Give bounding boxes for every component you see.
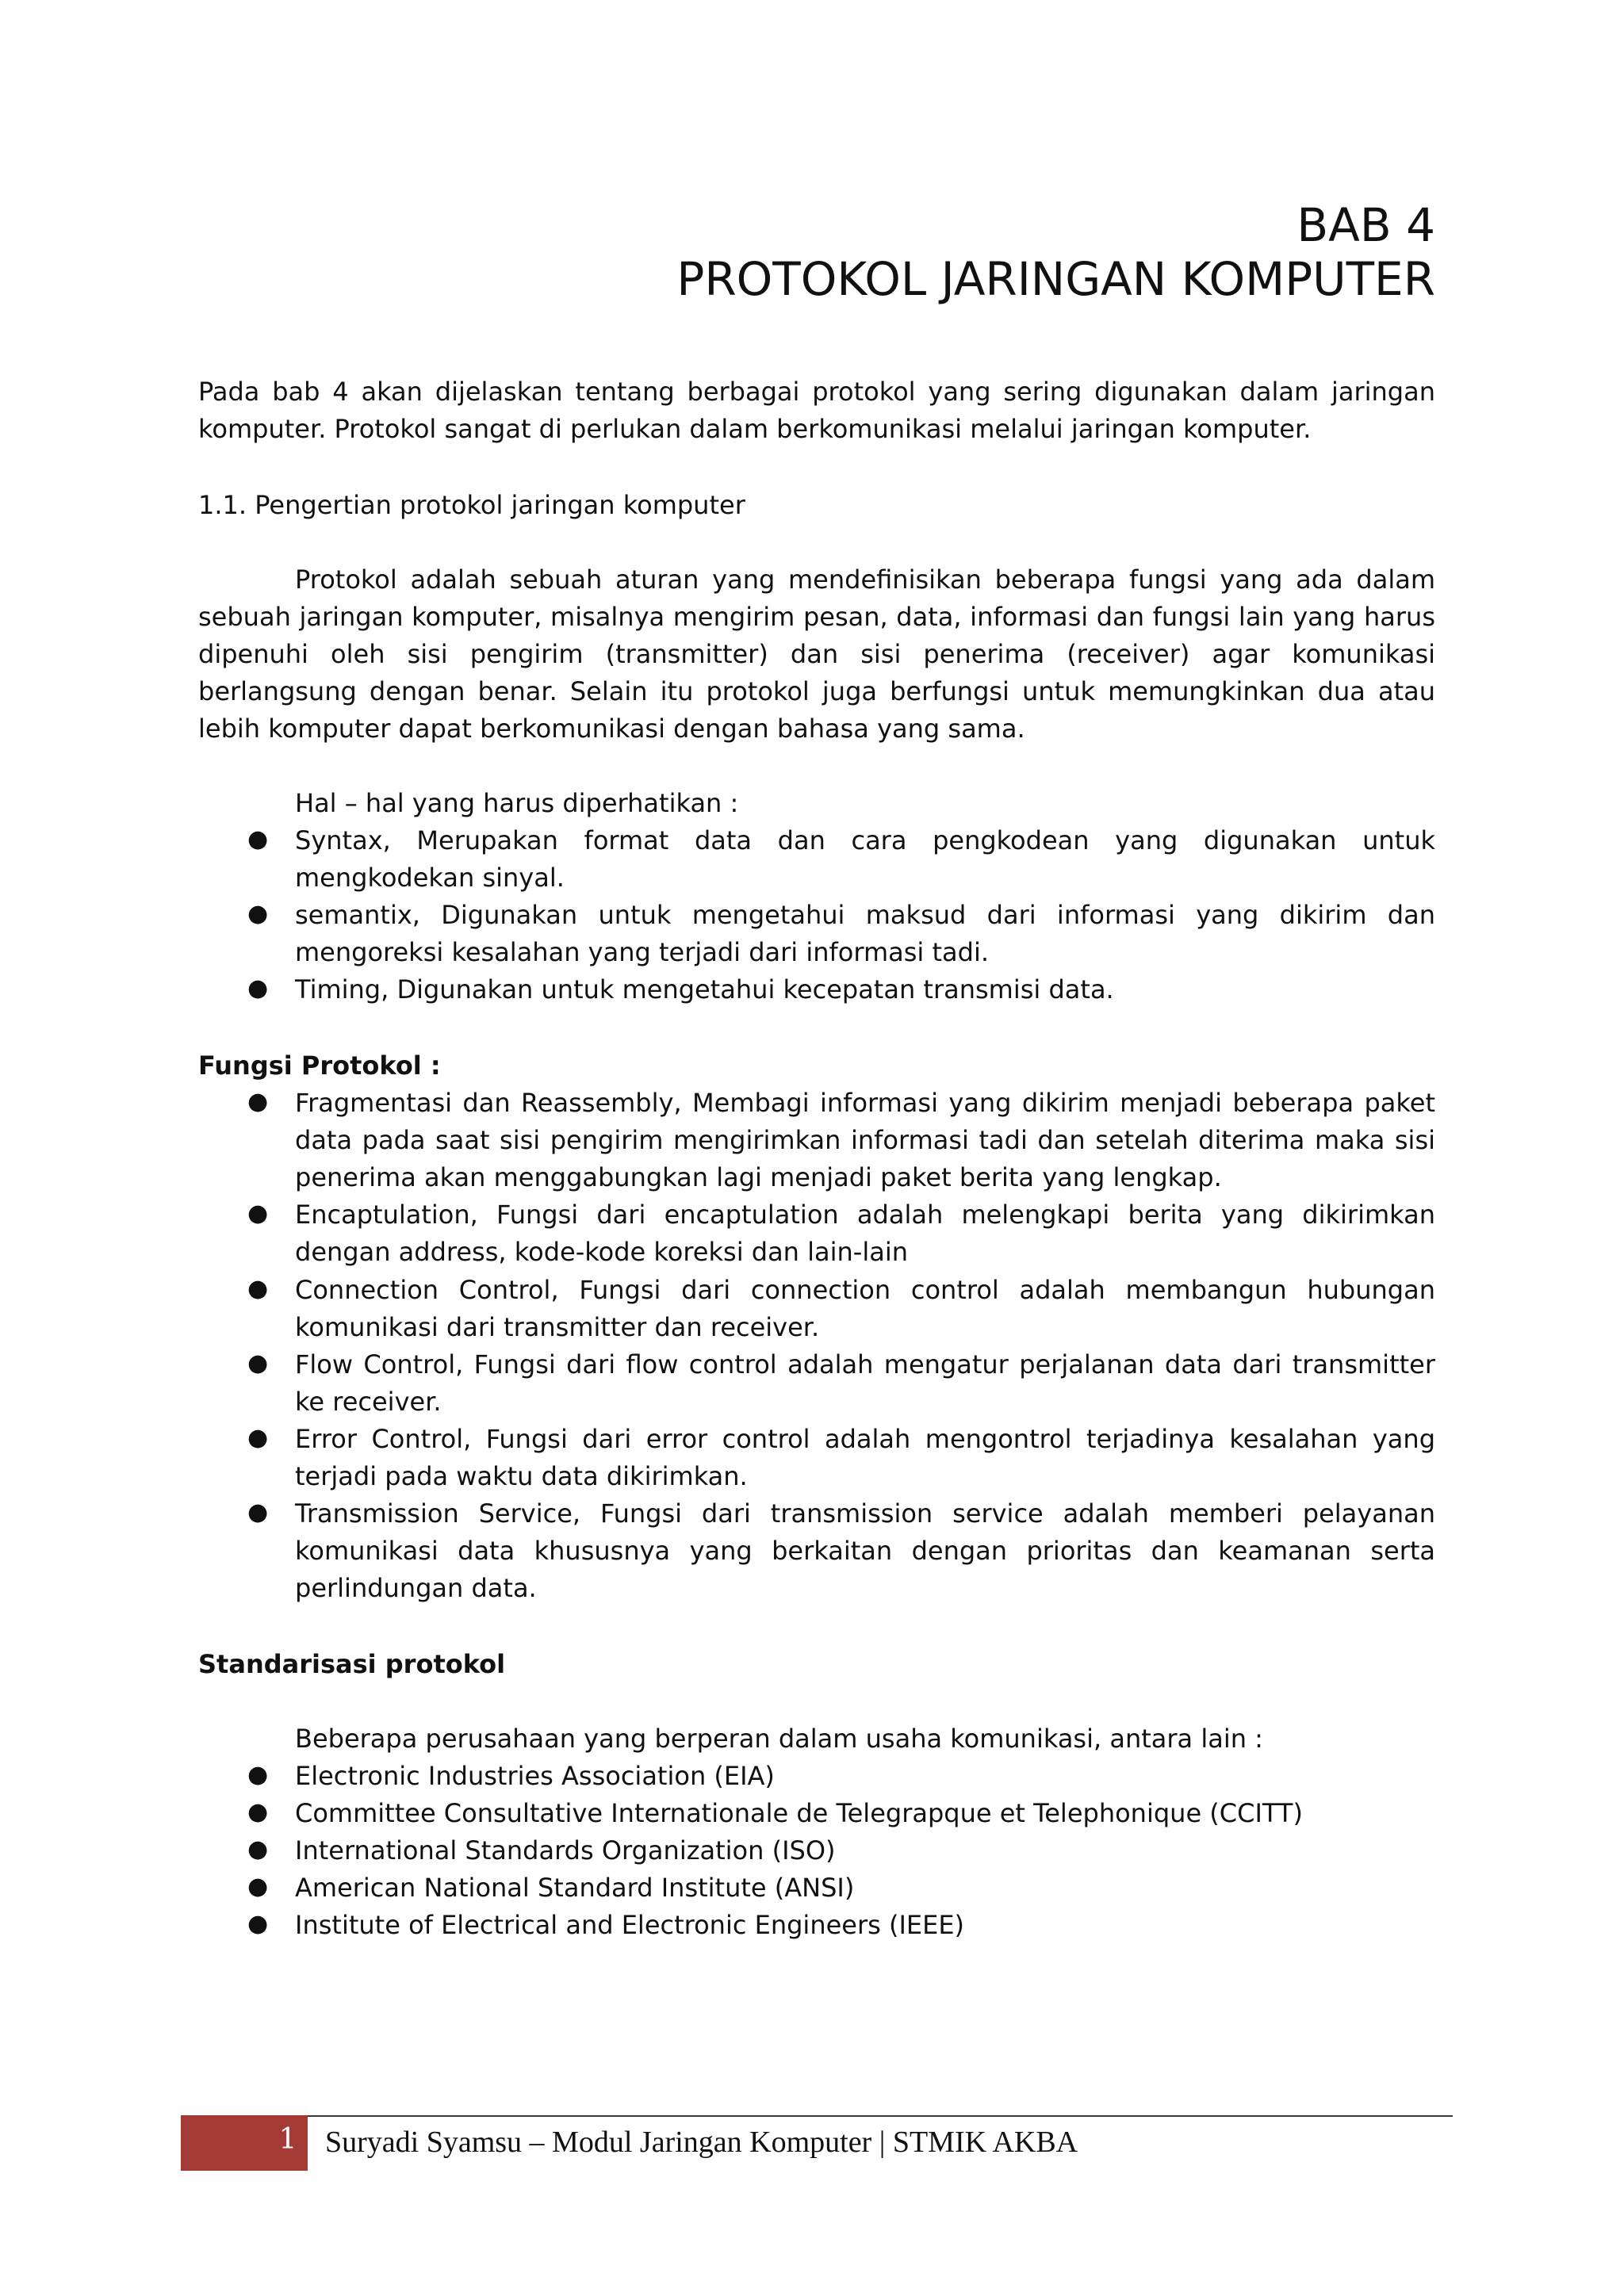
list-item: ● semantix, Digunakan untuk mengetahui maksud dari informasi yang dikirim dan mengoreksi kesalahan yang terjadi dari informasi tadi. — [198, 897, 1435, 971]
section-heading-1-1: 1.1. Pengertian protokol jaringan komputer — [198, 489, 745, 520]
bullet-icon: ● — [247, 1760, 269, 1789]
protokol-definition-paragraph: Protokol adalah sebuah aturan yang mendefinisikan beberapa fungsi yang ada dalam sebuah jaringan komputer, misalnya mengirim pesan, data, informasi dan fungsi lain yang harus dipenuhi oleh sisi pengirim (transmitter) dan sisi penerima (receiver) agar komunikasi berlangsung dengan benar. Selain itu protokol juga berfungsi untuk memungkinkan dua atau lebih komputer dapat berkomunikasi dengan bahasa yang sama. — [198, 564, 1435, 744]
bullet-icon: ● — [247, 1200, 269, 1228]
bullet-icon: ● — [247, 1274, 269, 1303]
standarisasi-heading: Standarisasi protokol — [198, 1648, 506, 1679]
list-item: ● Connection Control, Fungsi dari connection control adalah membangun hubungan komunikasi dari transmitter dan receiver. — [198, 1272, 1435, 1346]
bullet-icon: ● — [247, 1872, 269, 1900]
hal-label: Hal – hal yang harus diperhatikan : — [295, 788, 739, 819]
bullet-icon: ● — [247, 1797, 269, 1826]
standarisasi-intro: Beberapa perusahaan yang berperan dalam usaha komunikasi, antara lain : — [295, 1723, 1263, 1754]
document-body — [198, 373, 1435, 1944]
list-item: ● Syntax, Merupakan format data dan cara pengkodean yang digunakan untuk mengkodekan sinyal. — [198, 822, 1435, 897]
bullet-icon: ● — [247, 1349, 269, 1377]
page-number: 1 — [278, 2123, 297, 2156]
list-item: ● Flow Control, Fungsi dari flow control adalah mengatur perjalanan data dari transmitter ke receiver. — [198, 1346, 1435, 1421]
footer-text: Suryadi Syamsu – Modul Jaringan Komputer | STMIK AKBA — [325, 2126, 1078, 2159]
list-item: ● Electronic Industries Association (EIA) — [198, 1758, 1435, 1795]
bullet-icon: ● — [247, 1088, 269, 1116]
list-item: ● Error Control, Fungsi dari error control adalah mengontrol terjadinya kesalahan yang terjadi pada waktu data dikirimkan. — [198, 1421, 1435, 1495]
bullet-icon: ● — [247, 974, 269, 1003]
bullet-icon: ● — [247, 825, 269, 854]
footer-divider — [308, 2115, 1453, 2117]
chapter-number: BAB 4 — [1297, 198, 1435, 252]
bullet-icon: ● — [247, 1835, 269, 1863]
fungsi-heading: Fungsi Protokol : — [198, 1050, 441, 1081]
list-item: ● International Standards Organization (ISO) — [198, 1832, 1435, 1869]
chapter-title-block — [198, 198, 1435, 307]
list-item: ● Timing, Digunakan untuk mengetahui kecepatan transmisi data. — [198, 971, 1435, 1008]
document-page — [198, 198, 1435, 1944]
list-item: ● Institute of Electrical and Electronic Engineers (IEEE) — [198, 1907, 1435, 1944]
list-item: ● American National Standard Institute (ANSI) — [198, 1869, 1435, 1907]
chapter-title: PROTOKOL JARINGAN KOMPUTER — [676, 252, 1435, 307]
fungsi-list — [198, 1085, 1435, 1606]
list-item: ● Encaptulation, Fungsi dari encaptulation adalah melengkapi berita yang dikirimkan dengan address, kode-kode koreksi dan lain-lain — [198, 1196, 1435, 1271]
organizations-list — [198, 1758, 1435, 1944]
page-footer — [181, 2115, 1453, 2172]
considerations-list — [198, 822, 1435, 1008]
bullet-icon: ● — [247, 1909, 269, 1938]
list-item: ● Fragmentasi dan Reassembly, Membagi informasi yang dikirim menjadi beberapa paket data pada saat sisi pengirim mengirimkan informasi tadi dan setelah diterima maka sisi penerima akan menggabungkan lagi menjadi paket berita yang lengkap. — [198, 1085, 1435, 1196]
bullet-icon: ● — [247, 1498, 269, 1526]
intro-paragraph: Pada bab 4 akan dijelaskan tentang berbagai protokol yang sering digunakan dalam jaringan komputer. Protokol sangat di perlukan dalam berkomunikasi melalui jaringan komputer. — [198, 376, 1435, 444]
bullet-icon: ● — [247, 1423, 269, 1452]
bullet-icon: ● — [247, 900, 269, 928]
list-item: ● Committee Consultative Internationale de Telegrapque et Telephonique (CCITT) — [198, 1795, 1435, 1832]
list-item: ● Transmission Service, Fungsi dari transmission service adalah memberi pelayanan komunikasi data khususnya yang berkaitan dengan prioritas dan keamanan serta perlindungan data. — [198, 1495, 1435, 1607]
